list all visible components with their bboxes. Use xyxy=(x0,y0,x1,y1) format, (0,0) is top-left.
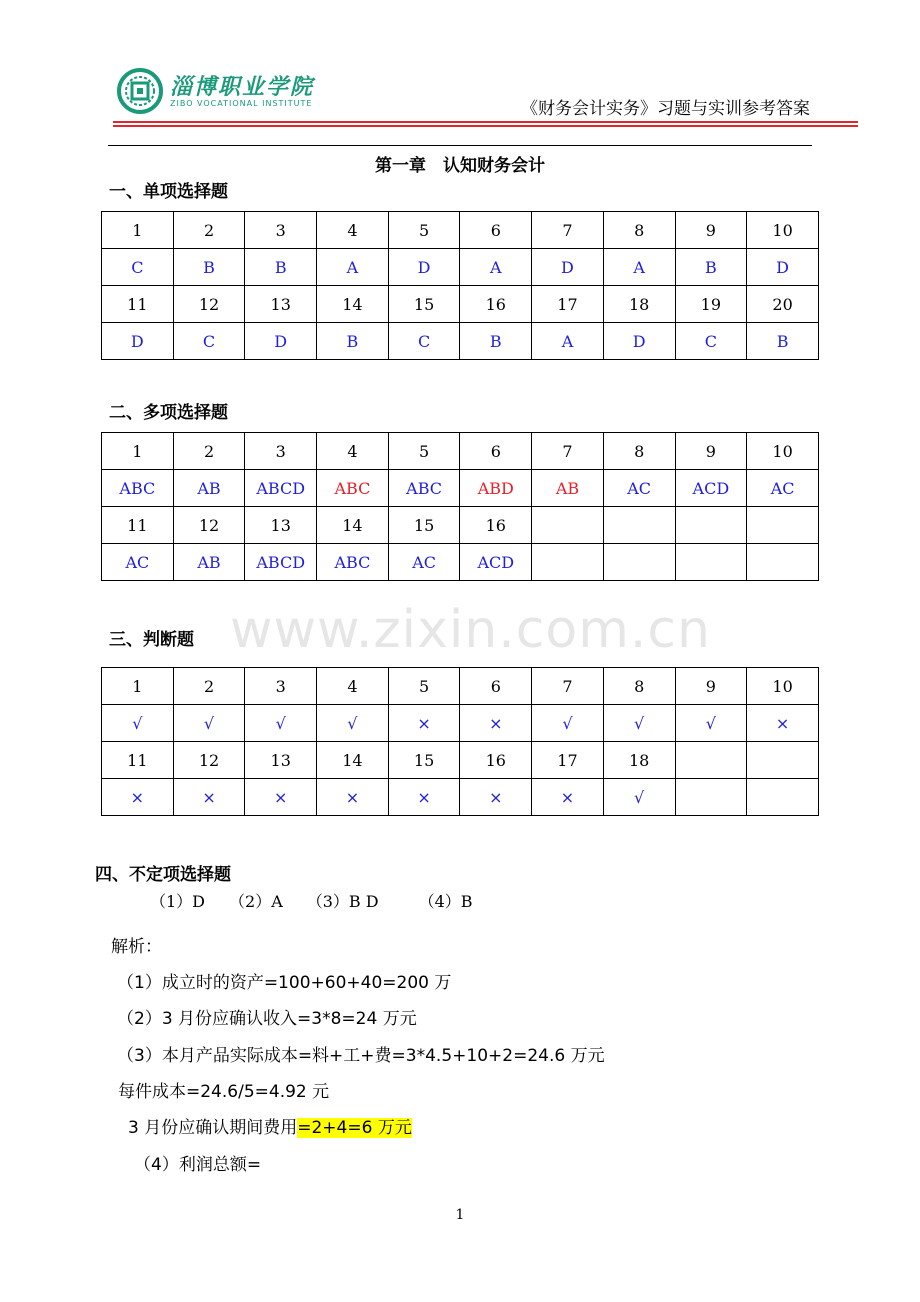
answer-cell: A xyxy=(532,323,604,360)
answer-cell: √ xyxy=(603,705,675,742)
question-number: 7 xyxy=(532,668,604,705)
answer-cell xyxy=(675,779,747,816)
question-number: 6 xyxy=(460,433,532,470)
answer-cell: × xyxy=(747,705,819,742)
question-number xyxy=(747,742,819,779)
answer-cell: C xyxy=(173,323,245,360)
question-number: 2 xyxy=(173,212,245,249)
logo-english-name: ZIBO VOCATIONAL INSTITUTE xyxy=(170,99,313,108)
expense-text: 3 月份应确认期间费用 xyxy=(128,1118,298,1138)
question-number: 4 xyxy=(317,668,389,705)
question-number: 12 xyxy=(173,507,245,544)
answer-cell: C xyxy=(388,323,460,360)
answer-cell: × xyxy=(245,779,317,816)
answer-cell: C xyxy=(102,249,174,286)
question-number: 19 xyxy=(675,286,747,323)
table-row xyxy=(102,212,819,249)
question-number: 11 xyxy=(102,286,174,323)
answer-cell: B xyxy=(173,249,245,286)
answer-cell: ACD xyxy=(460,544,532,581)
question-number: 3 xyxy=(245,212,317,249)
answer-cell: × xyxy=(388,705,460,742)
question-number: 2 xyxy=(173,668,245,705)
answer-cell: B xyxy=(675,249,747,286)
question-number: 4 xyxy=(317,212,389,249)
judgement-table xyxy=(101,667,819,816)
chapter-title: 第一章 认知财务会计 xyxy=(375,156,545,176)
table-row xyxy=(102,323,819,360)
question-number: 12 xyxy=(173,286,245,323)
question-number: 7 xyxy=(532,212,604,249)
question-number: 15 xyxy=(388,507,460,544)
table-row xyxy=(102,779,819,816)
question-number: 7 xyxy=(532,433,604,470)
answer-cell: √ xyxy=(603,779,675,816)
question-number: 15 xyxy=(388,742,460,779)
question-number: 8 xyxy=(603,212,675,249)
answer-cell: ABC xyxy=(317,470,389,507)
answer-cell: √ xyxy=(102,705,174,742)
section-heading-indefinite-choice: 四、不定项选择题 xyxy=(95,865,231,885)
question-number: 9 xyxy=(675,212,747,249)
section-heading-single-choice: 一、单项选择题 xyxy=(109,182,228,202)
analysis-line-expense xyxy=(128,1113,412,1138)
table-row xyxy=(102,286,819,323)
answer-cell: ABD xyxy=(460,470,532,507)
question-number: 16 xyxy=(460,742,532,779)
answer-cell: √ xyxy=(245,705,317,742)
analysis-line: （1）成立时的资产=100+60+40=200 万 xyxy=(117,973,452,993)
question-number: 6 xyxy=(460,668,532,705)
analysis-label: 解析： xyxy=(111,937,162,957)
question-number: 9 xyxy=(675,668,747,705)
answer-cell: B xyxy=(317,323,389,360)
watermark: www.zixin.com.cn xyxy=(230,600,711,660)
question-number xyxy=(532,507,604,544)
answer-cell: ACD xyxy=(675,470,747,507)
question-number xyxy=(747,507,819,544)
question-number: 20 xyxy=(747,286,819,323)
answer-cell: ABCD xyxy=(245,544,317,581)
answer-cell: × xyxy=(460,705,532,742)
answer-cell xyxy=(603,544,675,581)
question-number xyxy=(675,507,747,544)
table-row xyxy=(102,470,819,507)
answer-cell: × xyxy=(388,779,460,816)
answer-cell xyxy=(675,544,747,581)
question-number: 5 xyxy=(388,668,460,705)
question-number: 2 xyxy=(173,433,245,470)
section-heading-judgement: 三、判断题 xyxy=(109,630,194,650)
table-row xyxy=(102,249,819,286)
question-number: 17 xyxy=(532,286,604,323)
highlighted-result: =2+4=6 万元 xyxy=(297,1118,412,1138)
question-number xyxy=(603,507,675,544)
question-number: 3 xyxy=(245,668,317,705)
answer-cell xyxy=(747,544,819,581)
answer-cell: AB xyxy=(173,470,245,507)
question-number: 15 xyxy=(388,286,460,323)
answer-cell: D xyxy=(747,249,819,286)
table-row xyxy=(102,742,819,779)
answer-cell xyxy=(747,779,819,816)
answer-cell: × xyxy=(102,779,174,816)
answer-cell: C xyxy=(675,323,747,360)
question-number: 11 xyxy=(102,742,174,779)
answer-cell: ABC xyxy=(317,544,389,581)
question-number: 14 xyxy=(317,742,389,779)
answer-cell: D xyxy=(102,323,174,360)
header-black-rule xyxy=(108,145,812,146)
question-number: 18 xyxy=(603,286,675,323)
answer-cell: B xyxy=(747,323,819,360)
question-number: 14 xyxy=(317,507,389,544)
answer-cell: × xyxy=(460,779,532,816)
question-number: 8 xyxy=(603,668,675,705)
header-red-rule xyxy=(113,125,858,127)
multi-choice-table xyxy=(101,432,819,581)
question-number: 5 xyxy=(388,212,460,249)
answer-cell: ABC xyxy=(102,470,174,507)
table-row xyxy=(102,433,819,470)
question-number: 10 xyxy=(747,212,819,249)
question-number: 1 xyxy=(102,433,174,470)
question-number: 17 xyxy=(532,742,604,779)
logo-chinese-name: 淄博职业学院 xyxy=(170,75,315,100)
question-number: 8 xyxy=(603,433,675,470)
page-number: 1 xyxy=(455,1207,465,1223)
document-title: 《财务会计实务》习题与实训参考答案 xyxy=(521,99,810,119)
answer-cell: √ xyxy=(675,705,747,742)
question-number: 18 xyxy=(603,742,675,779)
answer-cell: × xyxy=(173,779,245,816)
analysis-line: （2）3 月份应确认收入=3*8=24 万元 xyxy=(117,1009,417,1029)
question-number: 16 xyxy=(460,507,532,544)
answer-cell: D xyxy=(245,323,317,360)
answer-cell: AB xyxy=(532,470,604,507)
single-choice-table xyxy=(101,211,819,360)
question-number: 1 xyxy=(102,668,174,705)
question-number: 13 xyxy=(245,286,317,323)
answer-cell: × xyxy=(317,779,389,816)
answer-cell: D xyxy=(532,249,604,286)
answer-cell: × xyxy=(532,779,604,816)
table-row xyxy=(102,544,819,581)
answer-cell: ABCD xyxy=(245,470,317,507)
question-number: 13 xyxy=(245,507,317,544)
answer-cell: AC xyxy=(603,470,675,507)
answer-cell: B xyxy=(245,249,317,286)
question-number: 6 xyxy=(460,212,532,249)
question-number xyxy=(675,742,747,779)
table-row xyxy=(102,507,819,544)
table-row xyxy=(102,705,819,742)
answer-cell: D xyxy=(388,249,460,286)
answer-cell: AC xyxy=(102,544,174,581)
header-red-rule xyxy=(113,121,858,123)
answer-cell: √ xyxy=(317,705,389,742)
answer-cell: AB xyxy=(173,544,245,581)
question-number: 16 xyxy=(460,286,532,323)
section-heading-multi-choice: 二、多项选择题 xyxy=(109,403,228,423)
question-number: 1 xyxy=(102,212,174,249)
question-number: 10 xyxy=(747,433,819,470)
question-number: 4 xyxy=(317,433,389,470)
answer-cell: A xyxy=(603,249,675,286)
analysis-line: （3）本月产品实际成本=料+工+费=3*4.5+10+2=24.6 万元 xyxy=(117,1046,605,1066)
indefinite-answers: （1）D （2）A （3）B D （4）B xyxy=(150,892,473,911)
question-number: 14 xyxy=(317,286,389,323)
answer-cell: AC xyxy=(388,544,460,581)
answer-cell: D xyxy=(603,323,675,360)
question-number: 12 xyxy=(173,742,245,779)
answer-cell: B xyxy=(460,323,532,360)
question-number: 13 xyxy=(245,742,317,779)
answer-cell: AC xyxy=(747,470,819,507)
analysis-line: 每件成本=24.6/5=4.92 元 xyxy=(118,1082,330,1102)
analysis-line-profit: （4）利润总额= xyxy=(134,1155,262,1175)
answer-cell xyxy=(532,544,604,581)
answer-cell: √ xyxy=(173,705,245,742)
question-number: 5 xyxy=(388,433,460,470)
answer-cell: ABC xyxy=(388,470,460,507)
question-number: 10 xyxy=(747,668,819,705)
question-number: 3 xyxy=(245,433,317,470)
table-row xyxy=(102,668,819,705)
answer-cell: A xyxy=(460,249,532,286)
question-number: 9 xyxy=(675,433,747,470)
question-number: 11 xyxy=(102,507,174,544)
answer-cell: A xyxy=(317,249,389,286)
answer-cell: √ xyxy=(532,705,604,742)
